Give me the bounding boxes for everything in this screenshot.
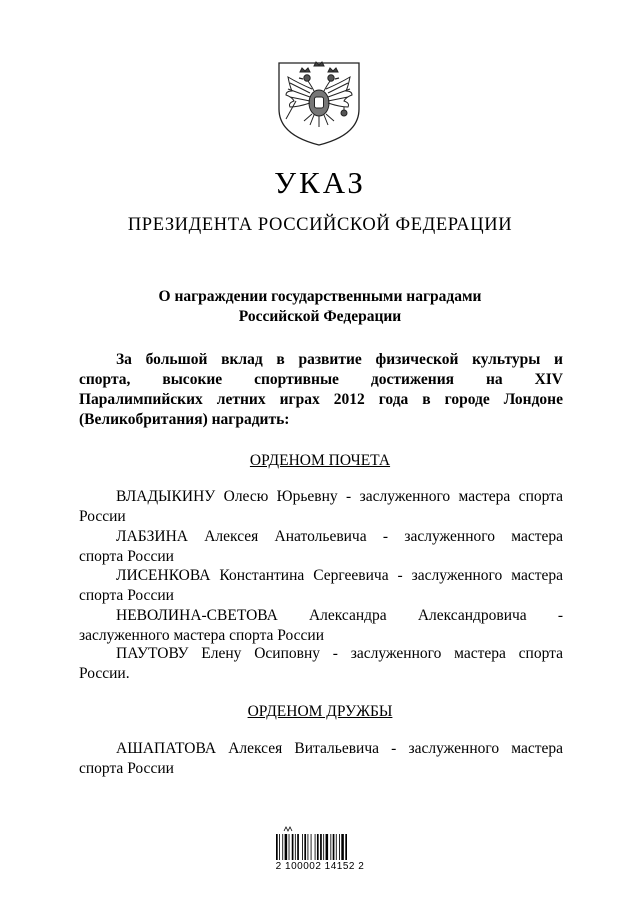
section-title-order-of-friendship: ОРДЕНОМ ДРУЖБЫ: [247, 703, 393, 720]
award-entry: [79, 566, 563, 606]
decree-subject: [0, 287, 640, 327]
award-line: заслуженного мастера спорта России: [79, 627, 325, 644]
award-entry: [79, 487, 563, 527]
preamble-line: спорта, высокие спортивные достижения на XIV: [79, 371, 563, 388]
section-title-order-of-honour: ОРДЕНОМ ПОЧЕТА: [249, 452, 391, 469]
preamble-line: (Великобритания) наградить:: [79, 411, 290, 428]
award-line: НЕВОЛИНА-СВЕТОВА Александра Александровича -: [116, 607, 563, 624]
preamble-paragraph: [79, 350, 563, 430]
award-line: спорта России: [79, 548, 174, 565]
barcode-number: 2 100002 14152 2: [275, 861, 365, 872]
award-entry: [79, 644, 563, 684]
preamble-line: Паралимпийских летних играх 2012 года в городе Лондоне: [79, 391, 563, 408]
decree-issuer: ПРЕЗИДЕНТА РОССИЙСКОЙ ФЕДЕРАЦИИ: [127, 215, 513, 235]
award-entry: [79, 606, 563, 646]
decree-title: УКАЗ: [274, 165, 366, 200]
award-line: России: [79, 508, 126, 525]
award-line: АШАПАТОВА Алексея Витальевича - заслуженного мастера: [116, 740, 563, 757]
award-line: ЛИСЕНКОВА Константина Сергеевича - заслуженного мастера: [116, 567, 563, 584]
preamble-line: За большой вклад в развитие физической культуры и: [116, 351, 563, 368]
award-entry: [79, 739, 563, 779]
award-line: ВЛАДЫКИНУ Олесю Юрьевну - заслуженного мастера спорта: [116, 488, 563, 505]
award-line: ПАУТОВУ Елену Осиповну - заслуженного мастера спорта: [116, 645, 563, 662]
award-line: спорта России: [79, 760, 174, 777]
decree-subject-line: О награждении государственными наградами: [158, 288, 482, 305]
award-line: России.: [79, 665, 130, 682]
coat-of-arms-emblem: [274, 57, 364, 147]
decree-subject-line: Российской Федерации: [238, 308, 402, 325]
award-line: спорта России: [79, 587, 174, 604]
award-line: ЛАБЗИНА Алексея Анатольевича - заслуженного мастера: [116, 528, 563, 545]
award-entry: [79, 527, 563, 567]
